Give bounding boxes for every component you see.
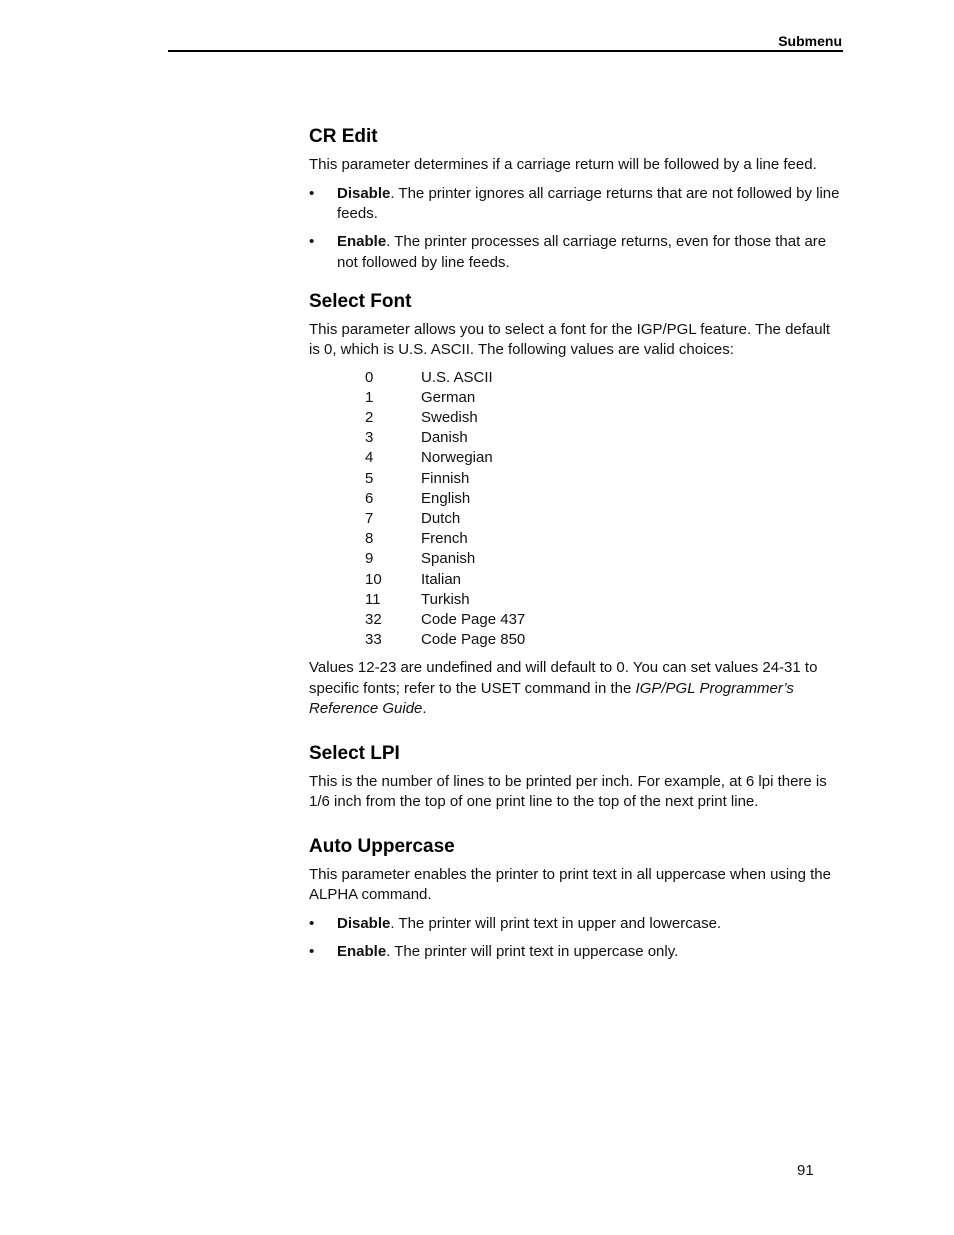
font-name: Dutch: [421, 509, 461, 527]
font-value: 7: [365, 509, 374, 527]
font-name: English: [421, 489, 471, 507]
list-item: [309, 914, 843, 935]
list-item: [309, 232, 843, 273]
font-name: Norwegian: [421, 449, 493, 467]
bullet-icon: •: [309, 184, 315, 202]
page-content: [309, 124, 843, 970]
option-description: . The printer will print text in upper and lowercase.: [390, 914, 722, 932]
table-row: [365, 570, 525, 590]
select-lpi-heading: Select LPI: [309, 742, 400, 764]
bullet-icon: •: [309, 942, 315, 960]
auto-uppercase-heading: Auto Uppercase: [309, 835, 455, 857]
auto-uppercase-intro: This parameter enables the printer to print text in all uppercase when using the ALPHA command.: [309, 865, 831, 904]
font-value: 5: [365, 469, 374, 487]
font-value: 10: [365, 570, 382, 588]
select-font-intro: This parameter allows you to select a font for the IGP/PGL feature. The default is 0, which is U.S. ASCII. The following values are valid choices:: [309, 320, 831, 358]
font-name: Italian: [421, 570, 462, 588]
font-value: 0: [365, 368, 374, 386]
auto-uppercase-options: [309, 914, 843, 963]
bullet-icon: •: [309, 233, 315, 250]
font-name: U.S. ASCII: [421, 368, 493, 386]
table-row: [365, 509, 525, 529]
select-font-note: [309, 658, 843, 720]
option-term: Disable: [337, 914, 391, 932]
font-name: Finnish: [421, 469, 470, 487]
font-name: German: [421, 388, 476, 406]
cr-edit-options: [309, 184, 843, 274]
font-name: Code Page 850: [421, 631, 526, 649]
font-name: Turkish: [421, 590, 470, 608]
header-section-label: Submenu: [778, 33, 842, 49]
font-value: 1: [365, 388, 374, 406]
font-name: French: [421, 530, 468, 548]
option-term: Disable: [337, 184, 391, 202]
table-row: [365, 549, 525, 569]
option-term: Enable: [337, 942, 387, 960]
cr-edit-heading: CR Edit: [309, 126, 378, 147]
table-row: [365, 489, 525, 509]
option-description: . The printer will print text in uppercase only.: [386, 942, 679, 960]
font-value: 9: [365, 550, 374, 568]
table-row: [365, 529, 525, 549]
font-value: 8: [365, 530, 374, 548]
table-row: [365, 448, 525, 468]
table-row: [365, 408, 525, 428]
font-value: 2: [365, 408, 374, 426]
list-item: [309, 942, 843, 963]
font-value: 6: [365, 489, 374, 507]
page-number: 91: [797, 1162, 814, 1179]
note-text-end: .: [422, 700, 427, 718]
option-term: Enable: [337, 233, 387, 250]
table-row: [365, 428, 525, 448]
font-name: Spanish: [421, 550, 476, 568]
list-item: [309, 184, 843, 225]
font-name: Swedish: [421, 408, 478, 426]
table-row: [365, 630, 525, 650]
option-description: . The printer ignores all carriage returns that are not followed by line feeds.: [337, 184, 840, 222]
note-text: Values 12-23 are undefined and will default to 0. You can set values 24-31 to specific fonts; refer to the USET command in the: [309, 659, 818, 697]
table-row: [365, 469, 525, 489]
reference-guide-title: IGP/PGL Programmer’s Reference Guide: [309, 679, 794, 718]
header-rule: [168, 50, 843, 52]
bullet-icon: •: [309, 914, 315, 932]
table-row: [365, 368, 525, 388]
font-value: 11: [365, 590, 381, 608]
font-name: Danish: [421, 429, 468, 447]
table-row: [365, 590, 525, 610]
select-font-heading: Select Font: [309, 290, 412, 312]
select-lpi-intro: This is the number of lines to be printed per inch. For example, at 6 lpi there is 1/6 inch from the top of one print line to the top of the next print line.: [309, 772, 827, 811]
font-values-table: [365, 368, 525, 651]
font-value: 33: [365, 631, 382, 649]
font-value: 4: [365, 449, 374, 467]
font-value: 3: [365, 429, 374, 447]
font-value: 32: [365, 610, 382, 628]
font-name: Code Page 437: [421, 610, 526, 628]
table-row: [365, 388, 525, 408]
option-description: . The printer processes all carriage returns, even for those that are not followed by line feeds.: [337, 233, 827, 271]
cr-edit-intro: This parameter determines if a carriage return will be followed by a line feed.: [309, 156, 817, 173]
table-row: [365, 610, 525, 630]
